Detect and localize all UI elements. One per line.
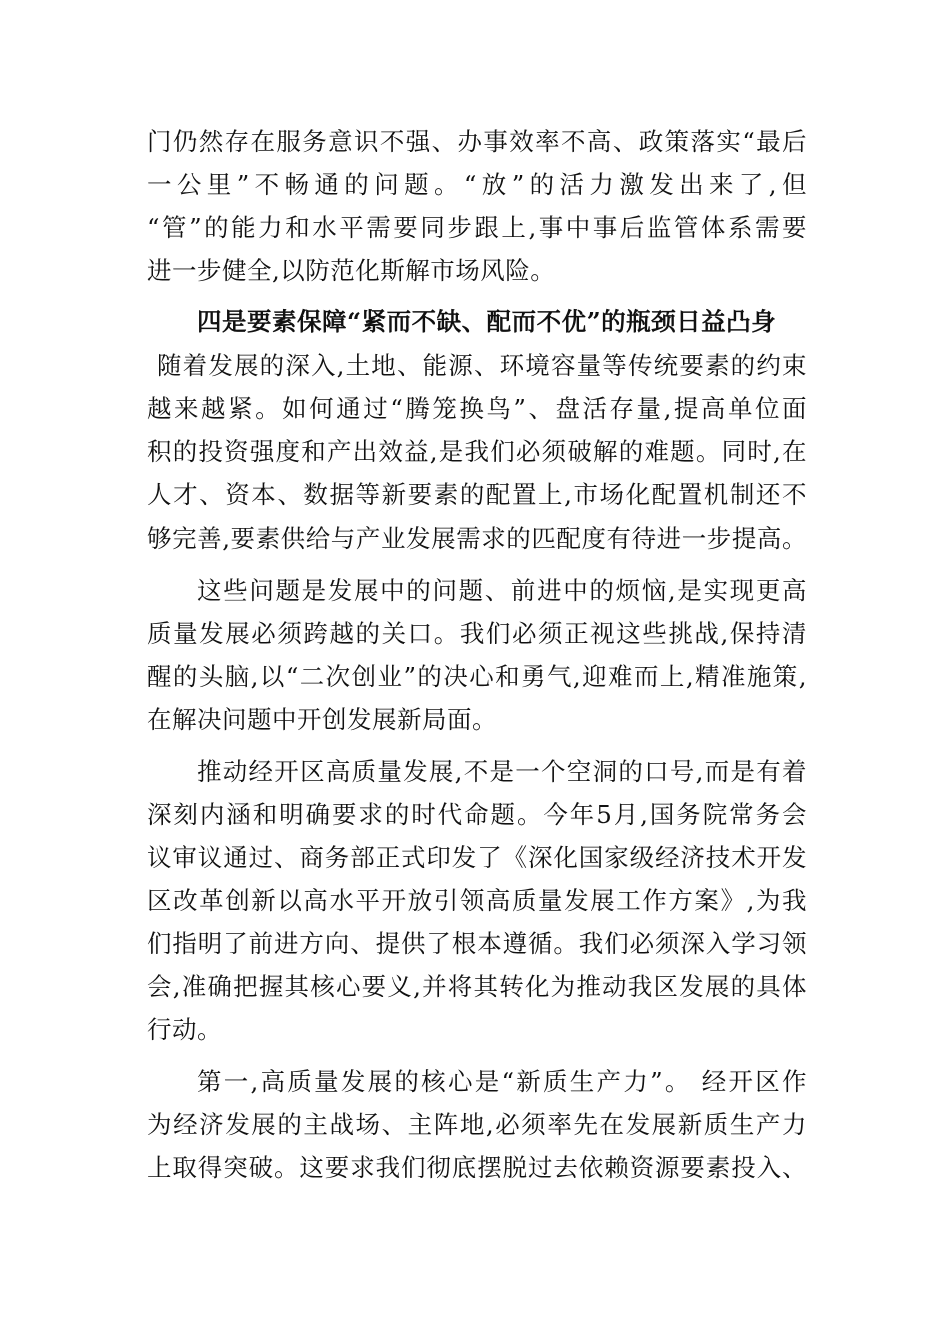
paragraph-1-line-1: 门仍然存在服务意识不强、办事效率不高、政策落实“最后 — [147, 127, 807, 156]
paragraph-5-line-2: 为经济发展的主战场、主阵地,必须率先在发展新质生产力 — [147, 1110, 807, 1139]
paragraph-5-line-1: 第一,高质量发展的核心是“新质生产力”。 经开区作 — [197, 1067, 807, 1096]
paragraph-4-line-7: 行动。 — [147, 1015, 222, 1044]
paragraph-3-line-2: 质量发展必须跨越的关口。我们必须正视这些挑战,保持清 — [147, 619, 807, 648]
paragraph-4-line-3: 议审议通过、商务部正式印发了《深化国家级经济技术开发 — [147, 843, 807, 872]
paragraph-3-line-1: 这些问题是发展中的问题、前进中的烦恼,是实现更高 — [197, 576, 807, 605]
paragraph-4-line-2: 深刻内涵和明确要求的时代命题。今年5月,国务院常务会 — [147, 800, 807, 829]
paragraph-2-line-5: 够完善,要素供给与产业发展需求的匹配度有待进一步提高。 — [147, 524, 807, 553]
paragraph-2-line-3: 积的投资强度和产出效益,是我们必须破解的难题。同时,在 — [147, 437, 807, 466]
paragraph-1-line-2: 一公里”不畅通的问题。“放”的活力激发出来了,但 — [147, 170, 807, 199]
paragraph-3-line-3: 醒的头脑,以“二次创业”的决心和勇气,迎难而上,精准施策, — [147, 662, 807, 691]
paragraph-4-line-4: 区改革创新以高水平开放引领高质量发展工作方案》,为我 — [147, 886, 807, 915]
paragraph-1-line-4: 进一步健全,以防范化斯解市场风险。 — [147, 256, 556, 285]
paragraph-2-line-4: 人才、资本、数据等新要素的配置上,市场化配置机制还不 — [147, 480, 807, 509]
paragraph-5-line-3: 上取得突破。这要求我们彻底摆脱过去依赖资源要素投入、 — [147, 1153, 807, 1182]
paragraph-4-line-6: 会,准确把握其核心要义,并将其转化为推动我区发展的具体 — [147, 972, 807, 1001]
paragraph-3-line-4: 在解决问题中开创发展新局面。 — [147, 705, 497, 734]
paragraph-4-line-5: 们指明了前进方向、提供了根本遵循。我们必须深入学习领 — [147, 929, 807, 958]
section-heading-4: 四是要素保障“紧而不缺、配而不优”的瓶颈日益凸身 — [197, 307, 777, 336]
paragraph-2-line-2: 越来越紧。如何通过“腾笼换鸟”、盘活存量,提高单位面 — [147, 394, 807, 423]
paragraph-4-line-1: 推动经开区高质量发展,不是一个空洞的口号,而是有着 — [197, 757, 807, 786]
paragraph-2-line-1: 随着发展的深入,土地、能源、环境容量等传统要素的约束 — [157, 351, 807, 380]
paragraph-1-line-3: “管”的能力和水平需要同步跟上,事中事后监管体系需要 — [147, 213, 807, 242]
